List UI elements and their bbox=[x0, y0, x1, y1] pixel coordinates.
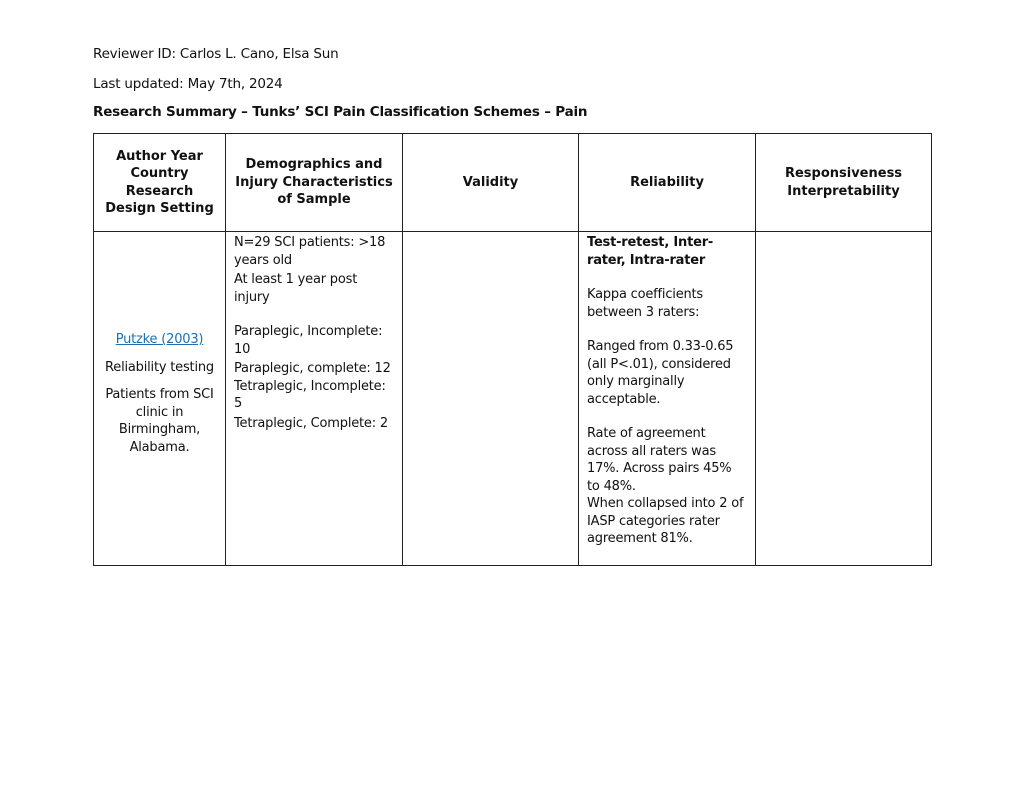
research-summary-table bbox=[93, 133, 932, 566]
reliability-agreement: Rate of agreement across all raters was 17%. Across pairs 45% to 48%. bbox=[587, 426, 732, 494]
header-validity: Validity bbox=[403, 134, 579, 232]
demographic-tetra-complete: Tetraplegic, Complete: 2 bbox=[234, 415, 388, 431]
header-responsiveness: Responsiveness Interpretability bbox=[756, 134, 932, 232]
reliability-range: Ranged from 0.33-0.65 (all P<.01), considered only marginally acceptable. bbox=[587, 339, 734, 407]
reviewer-id: Reviewer ID: Carlos L. Cano, Elsa Sun bbox=[93, 46, 339, 62]
summary-title: Research Summary – Tunks’ SCI Pain Classification Schemes – Pain bbox=[93, 104, 588, 120]
demographic-post-injury: At least 1 year post injury bbox=[234, 272, 358, 305]
header-author: Author Year Country Research Design Setting bbox=[94, 134, 226, 232]
reliability-heading: Test-retest, Inter-rater, Intra-rater bbox=[587, 235, 714, 268]
demographic-para-complete: Paraplegic, complete: 12 bbox=[234, 361, 391, 376]
reliability-collapsed: When collapsed into 2 of IASP categories rater agreement 81%. bbox=[587, 496, 744, 546]
table-header-row bbox=[94, 134, 932, 232]
cell-author bbox=[94, 232, 226, 566]
reliability-kappa: Kappa coefficients between 3 raters: bbox=[587, 287, 703, 320]
author-link[interactable]: Putzke (2003) bbox=[115, 332, 204, 347]
header-demographics: Demographics and Injury Characteristics of Sample bbox=[226, 134, 403, 232]
study-design: Reliability testing bbox=[105, 359, 214, 375]
table-row bbox=[94, 232, 932, 566]
cell-demographics bbox=[226, 232, 403, 566]
cell-validity bbox=[403, 232, 579, 566]
study-setting: Patients from SCI clinic in Birmingham, Alabama. bbox=[105, 387, 214, 455]
cell-reliability bbox=[579, 232, 756, 566]
header-reliability: Reliability bbox=[579, 134, 756, 232]
demographic-tetra-incomplete: Tetraplegic, Incomplete: 5 bbox=[234, 378, 386, 411]
demographic-sample: N=29 SCI patients: >18 years old bbox=[234, 235, 386, 268]
cell-responsiveness bbox=[756, 232, 932, 566]
demographic-para-incomplete: Paraplegic, Incomplete: 10 bbox=[234, 324, 383, 357]
last-updated: Last updated: May 7th, 2024 bbox=[93, 76, 283, 92]
